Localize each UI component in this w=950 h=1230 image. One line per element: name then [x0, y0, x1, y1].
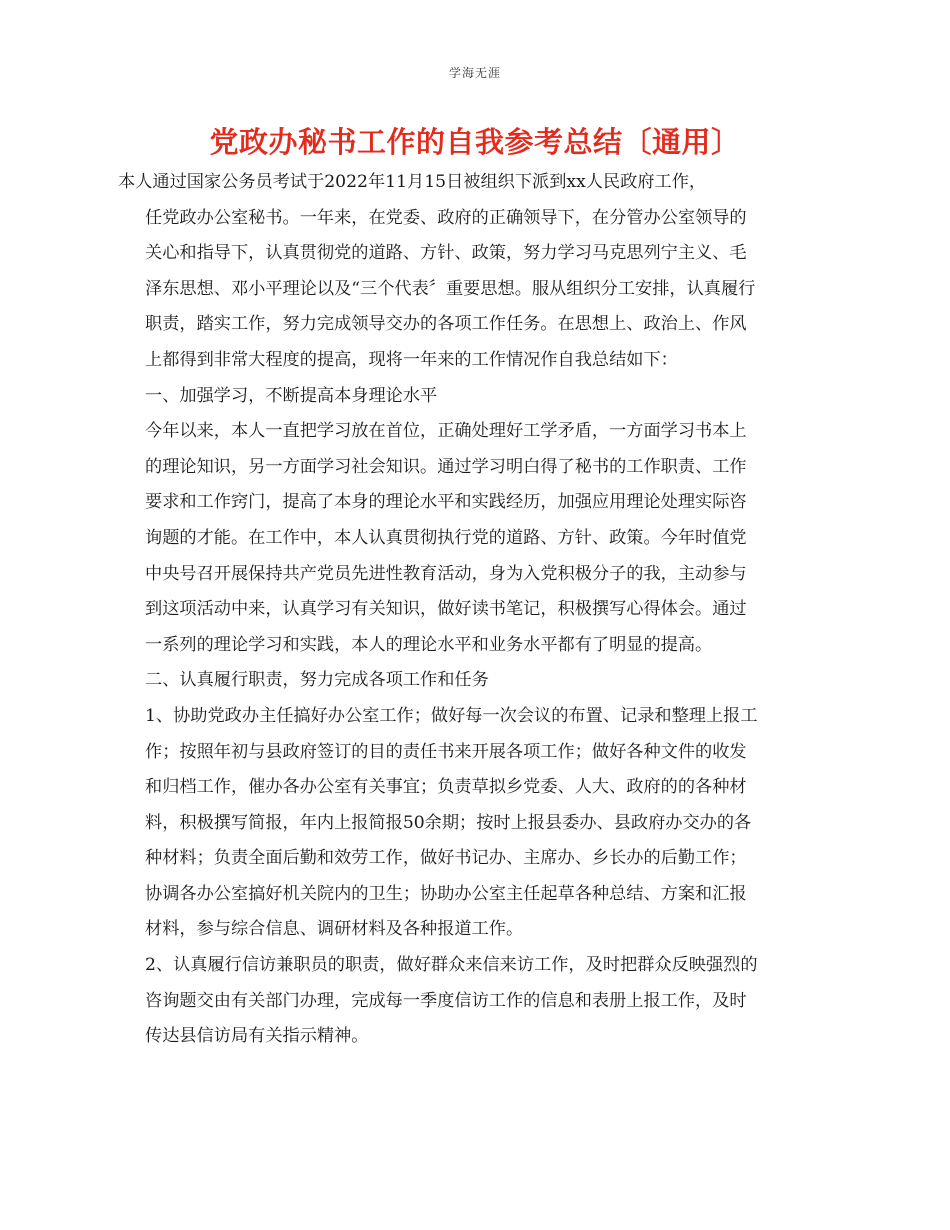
body-line: 和归档工作，催办各办公室有关事宜；负责草拟乡党委、人大、政府的的各种材 — [145, 777, 747, 798]
body-line: 传达县信访局有关指示精神。 — [145, 1026, 369, 1047]
body-line: 料，积极撰写简报，年内上报简报50余期；按时上报县委办、县政府办交办的各 — [145, 812, 752, 833]
body-line: 到这项活动中来，认真学习有关知识，做好读书笔记，积极撰写心得体会。通过 — [145, 599, 747, 620]
page-header: 学海无涯 — [448, 66, 501, 80]
section-heading-2: 二、认真履行职责，努力完成各项工作和任务 — [145, 670, 489, 691]
section-heading-1: 一、加强学习，不断提高本身理论水平 — [145, 385, 438, 406]
body-line: 一系列的理论学习和实践，本人的理论水平和业务水平都有了明显的提高。 — [145, 634, 713, 655]
body-line: 要求和工作窍门，提高了本身的理论水平和实践经历，加强应用理论处理实际咨 — [145, 492, 747, 513]
body-line: 中央号召开展保持共产党员先进性教育活动，身为入党积极分子的我，主动参与 — [145, 563, 747, 584]
body-line: 询题的才能。在工作中，本人认真贯彻执行党的道路、方针、政策。今年时值党 — [145, 527, 747, 548]
body-line: 作；按照年初与县政府签订的目的责任书来开展各项工作；做好各种文件的收发 — [145, 741, 747, 762]
body-line: 2、认真履行信访兼职员的职责，做好群众来信来访工作，及时把群众反映强烈的 — [145, 955, 758, 976]
body-line: 上都得到非常大程度的提高，现将一年来的工作情况作自我总结如下： — [145, 349, 678, 370]
body-line: 泽东思想、邓小平理论以及“三个代表〞重要思想。服从组织分工安排，认真履行 — [145, 278, 756, 299]
body-line: 材料，参与综合信息、调研材料及各种报道工作。 — [145, 919, 524, 940]
body-line: 关心和指导下，认真贯彻党的道路、方针、政策，努力学习马克思列宁主义、毛 — [145, 243, 747, 264]
body-line: 职责，踏实工作，努力完成领导交办的各项工作任务。在思想上、政治上、作风 — [145, 314, 747, 335]
body-line: 1、协助党政办主任搞好办公室工作；做好每一次会议的布置、记录和整理上报工 — [145, 705, 758, 726]
document-body — [118, 165, 817, 1055]
body-line: 任党政办公室秘书。一年来，在党委、政府的正确领导下，在分管办公室领导的 — [145, 207, 747, 228]
body-line: 协调各办公室搞好机关院内的卫生；协助办公室主任起草各种总结、方案和汇报 — [145, 883, 747, 904]
document-title: 党政办秘书工作的自我参考总结〔通用〕 — [209, 125, 741, 159]
body-line: 的理论知识，另一方面学习社会知识。通过学习明白得了秘书的工作职责、工作 — [145, 456, 747, 477]
body-line: 种材料；负责全面后勤和效劳工作，做好书记办、主席办、乡长办的后勤工作； — [145, 848, 747, 869]
body-line: 咨询题交由有关部门办理，完成每一季度信访工作的信息和表册上报工作，及时 — [145, 990, 747, 1011]
body-line: 本人通过国家公务员考试于2022年11月15日被组织下派到xx人民政府工作， — [118, 172, 707, 192]
body-line: 今年以来，本人一直把学习放在首位，正确处理好工学矛盾，一方面学习书本上 — [145, 421, 747, 442]
